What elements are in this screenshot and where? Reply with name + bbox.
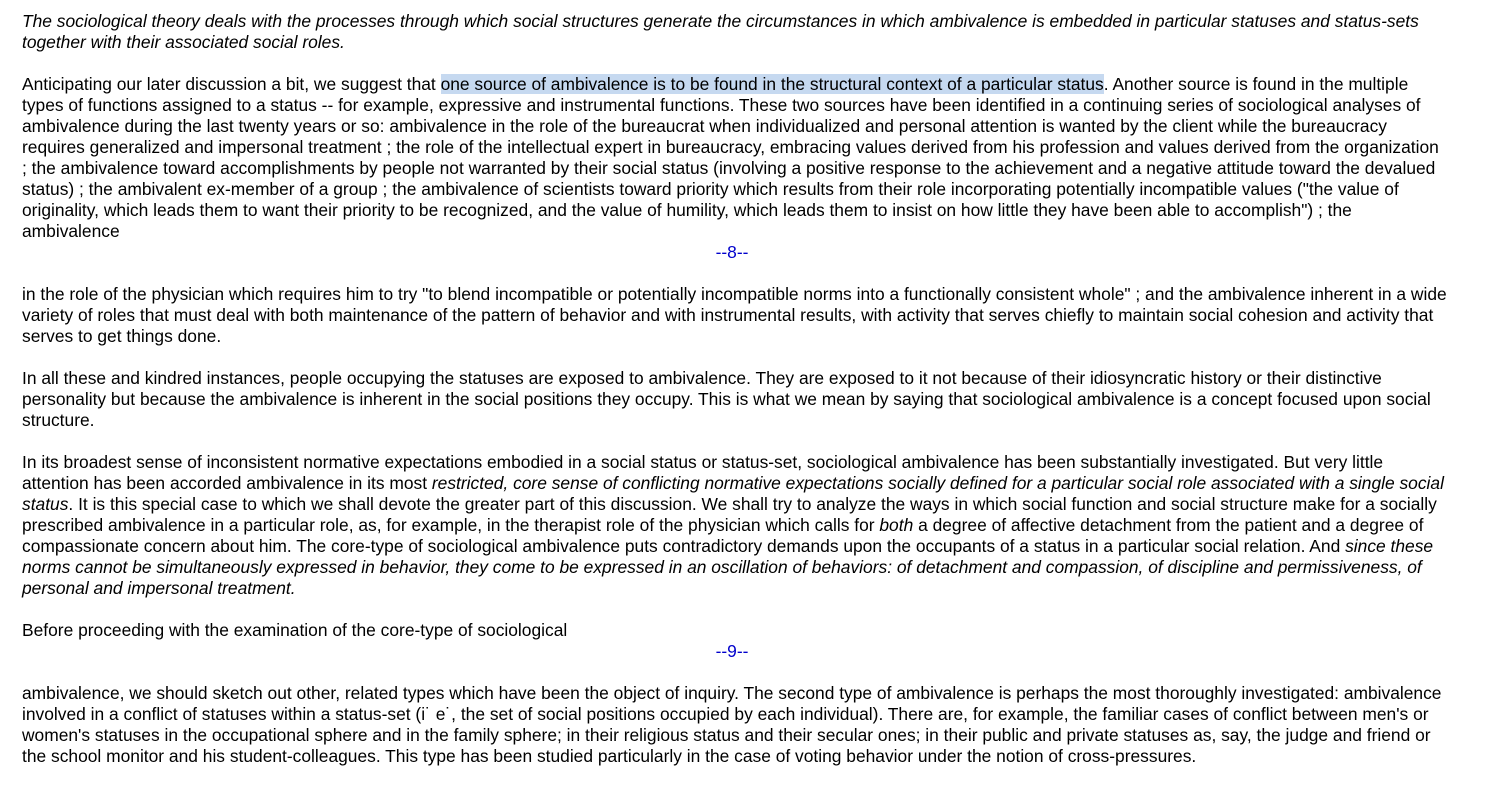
broadest-text-e: a degree of affective detachment from the patient and a degree of compassionate concern about him. The core-type of sociological ambivalence puts contradictory demands upon the occupants of a status in a particular social relation. And <box>22 515 1424 556</box>
paragraph-before-proceeding: Before proceeding with the examination of the core-type of sociological <box>22 620 568 640</box>
broadest-italic-b: restricted, core sense of conflicting normative expectations socially defined for a particular social role associated with a single social status <box>22 473 1444 514</box>
broadest-italic-d: both <box>879 515 914 535</box>
broadest-text-c: . It is this special case to which we shall devote the greater part of this discussion. We shall try to analyze the ways in which social function and social structure make for a socially prescribed ambivalence in a particular role, as, for example, in the therapist role of the physician which calls for <box>22 494 1437 535</box>
paragraph-second-type: ambivalence, we should sketch out other, related types which have been the object of inquiry. The second type of ambivalence is perhaps the most thoroughly investigated: ambivalence involved in a conflict of statuses within a status-set (i˙ e˙, the set of social positions occupied by each individual). There are, for example, the familiar cases of conflict between men's or women's statuses in the occupational sphere and in the family sphere; in their religious status and their secular ones; in their public and private statuses as, say, the judge and friend or the school monitor and his student-colleagues. This type has been studied particularly in the case of voting behavior under the notion of cross-pressures. <box>22 683 1442 766</box>
sources-body-text: . Another source is found in the multiple types of functions assigned to a status -- for example, expressive and instrumental functions. These two sources have been identified in a continuing series of sociological analyses of ambivalence during the last twenty years or so: ambivalence in the role of the bureaucrat when individualized and personal attention is wanted by the client while the bureaucracy requires generalized and impersonal treatment ; the role of the intellectual expert in bureaucracy, embracing values derived from his profession and values derived from the organization ; the ambivalence toward accomplishments by people not warranted by their social status (involving a positive response to the achievement and a negative attitude toward the devalued status) ; the ambivalent ex-member of a group ; the ambivalence of scientists toward priority which results from their role incorporating potentially incompatible values ("the value of originality, which leads them to want their priority to be recognized, and the value of humility, which leads them to insist on how little they have been able to accomplish") ; the ambivalence <box>22 74 1439 241</box>
paragraph-intro <box>22 11 1447 53</box>
paragraph-sources <box>22 74 1447 242</box>
paragraph-kindred-instances: In all these and kindred instances, people occupying the statuses are exposed to ambivalence. They are exposed to it not because of their idiosyncratic history or their distinctive personality but because the ambivalence is inherent in the social positions they occupy. This is what we mean by saying that sociological ambivalence is a concept focused upon social structure. <box>22 368 1431 430</box>
intro-italic-text: The sociological theory deals with the processes through which social structures generate the circumstances in which ambivalence is embedded in particular statuses and status-sets together with their associated social roles. <box>22 11 1419 52</box>
page-number-8: --8-- <box>715 242 749 262</box>
sources-lead-text: Anticipating our later discussion a bit, we suggest that <box>22 74 441 94</box>
broadest-text-a: In its broadest sense of inconsistent normative expectations embodied in a social status or status-set, sociological ambivalence has been substantially investigated. But very little attention has been accorded ambivalence in its most <box>22 452 1384 493</box>
paragraph-physician-role: in the role of the physician which requires him to try "to blend incompatible or potentially incompatible norms into a functionally consistent whole" ; and the ambivalence inherent in a wide variety of roles that must deal with both maintenance of the pattern of behavior and with instrumental results, with activity that serves chiefly to maintain social cohesion and activity that serves to get things done. <box>22 284 1447 346</box>
selected-text-highlight[interactable]: one source of ambivalence is to be found in the structural context of a particular status <box>440 74 1104 94</box>
document-body <box>22 11 1447 788</box>
paragraph-broadest-sense <box>22 452 1447 599</box>
page-number-9: --9-- <box>715 641 749 661</box>
broadest-italic-f: since these norms cannot be simultaneously expressed in behavior, they come to be expressed in an oscillation of behaviors: of detachment and compassion, of discipline and permissiveness, of personal and impersonal treatment. <box>22 536 1434 598</box>
